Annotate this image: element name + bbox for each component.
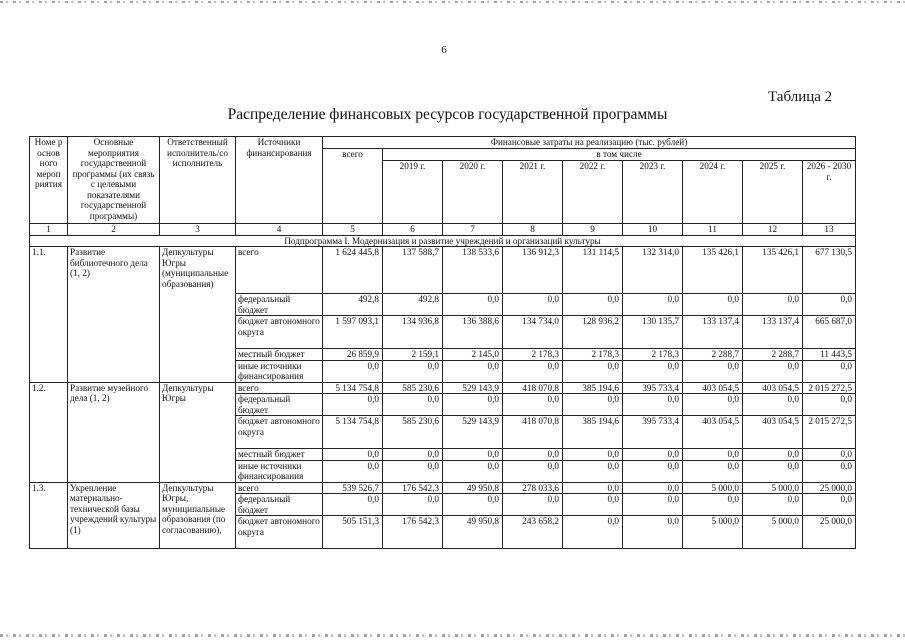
scan-edge-bottom	[0, 634, 905, 637]
amount-cell: 403 054,5	[743, 416, 803, 449]
amount-cell: 0,0	[563, 494, 623, 516]
amount-cell: 385 194,6	[563, 382, 623, 394]
amount-cell: 2 159,1	[383, 349, 443, 361]
amount-cell: 25 000,0	[803, 516, 856, 549]
amount-cell: 5 000,0	[743, 516, 803, 549]
amount-cell: 0,0	[503, 360, 563, 382]
amount-cell: 176 542,3	[383, 482, 443, 494]
column-index: 11	[683, 224, 743, 236]
amount-cell: 1 597 093,1	[323, 316, 383, 349]
measure-name: Развитие библиотечного дела (1, 2)	[68, 247, 160, 383]
funding-source: всего	[236, 382, 323, 394]
header-number: Номе р основ ного мероп риятия	[30, 137, 68, 224]
amount-cell: 0,0	[503, 460, 563, 482]
funding-source: бюджет автономного округа	[236, 416, 323, 449]
header-sources: Источники финансирования	[236, 137, 323, 224]
funding-source: бюджет автономного округа	[236, 516, 323, 549]
amount-cell: 385 194,6	[563, 416, 623, 449]
header-year: 2020 г.	[443, 161, 503, 224]
amount-cell: 492,8	[323, 294, 383, 316]
amount-cell: 0,0	[743, 360, 803, 382]
amount-cell: 5 134 754,8	[323, 382, 383, 394]
amount-cell: 0,0	[323, 394, 383, 416]
amount-cell: 0,0	[683, 460, 743, 482]
amount-cell: 0,0	[443, 494, 503, 516]
measure-executor: Депкультуры Югры	[160, 382, 236, 482]
column-index: 8	[503, 224, 563, 236]
amount-cell: 0,0	[623, 494, 683, 516]
amount-cell: 136 912,3	[503, 247, 563, 294]
document-title	[0, 106, 905, 124]
amount-cell: 585 230,6	[383, 382, 443, 394]
amount-cell: 0,0	[323, 360, 383, 382]
amount-cell: 278 033,6	[503, 482, 563, 494]
funding-source: иные источники финансирования	[236, 360, 323, 382]
page-number: 6	[441, 44, 447, 56]
amount-cell: 403 054,5	[743, 382, 803, 394]
amount-cell: 243 658,2	[503, 516, 563, 549]
amount-cell: 0,0	[623, 360, 683, 382]
measure-number: 1.3.	[30, 482, 68, 549]
amount-cell: 2 015 272,5	[803, 416, 856, 449]
amount-cell: 0,0	[803, 494, 856, 516]
amount-cell: 0,0	[803, 460, 856, 482]
amount-cell: 137 588,7	[383, 247, 443, 294]
amount-cell: 138 533,6	[443, 247, 503, 294]
amount-cell: 131 114,5	[563, 247, 623, 294]
column-index: 7	[443, 224, 503, 236]
amount-cell: 0,0	[743, 494, 803, 516]
amount-cell: 2 288,7	[743, 349, 803, 361]
header-year: 2023 г.	[623, 161, 683, 224]
amount-cell: 0,0	[683, 494, 743, 516]
amount-cell: 135 426,1	[743, 247, 803, 294]
amount-cell: 0,0	[623, 482, 683, 494]
amount-cell: 585 230,6	[383, 416, 443, 449]
amount-cell: 0,0	[383, 360, 443, 382]
amount-cell: 0,0	[563, 482, 623, 494]
funding-source: всего	[236, 482, 323, 494]
amount-cell: 0,0	[623, 460, 683, 482]
amount-cell: 0,0	[383, 494, 443, 516]
amount-cell: 5 000,0	[683, 516, 743, 549]
amount-cell: 403 054,5	[683, 382, 743, 394]
amount-cell: 0,0	[683, 449, 743, 461]
amount-cell: 0,0	[683, 394, 743, 416]
amount-cell: 0,0	[443, 294, 503, 316]
financial-resources-table	[29, 136, 856, 549]
amount-cell: 0,0	[383, 449, 443, 461]
header-year: 2022 г.	[563, 161, 623, 224]
amount-cell: 0,0	[623, 449, 683, 461]
column-index: 4	[236, 224, 323, 236]
table-row	[30, 247, 856, 294]
measure-name: Укрепление материально-технической базы учреждений культуры (1)	[68, 482, 160, 549]
header-year: 2024 г.	[683, 161, 743, 224]
header-year: 2026 - 2030 г.	[803, 161, 856, 224]
amount-cell: 2 178,3	[503, 349, 563, 361]
amount-cell: 0,0	[623, 516, 683, 549]
subprogram-title: Подпрограмма I. Модернизация и развитие учреждений и организаций культуры	[30, 235, 856, 247]
header-total: всего	[323, 148, 383, 224]
amount-cell: 0,0	[743, 460, 803, 482]
amount-cell: 0,0	[443, 360, 503, 382]
amount-cell: 5 000,0	[683, 482, 743, 494]
header-year: 2019 г.	[383, 161, 443, 224]
amount-cell: 0,0	[443, 449, 503, 461]
amount-cell: 5 000,0	[743, 482, 803, 494]
column-index: 12	[743, 224, 803, 236]
funding-source: всего	[236, 247, 323, 294]
measure-name: Развитие музейного дела (1, 2)	[68, 382, 160, 482]
amount-cell: 0,0	[803, 294, 856, 316]
table-header	[30, 137, 856, 236]
amount-cell: 49 950,8	[443, 482, 503, 494]
amount-cell: 0,0	[743, 449, 803, 461]
amount-cell: 0,0	[563, 294, 623, 316]
amount-cell: 11 443,5	[803, 349, 856, 361]
column-index: 3	[160, 224, 236, 236]
amount-cell: 539 526,7	[323, 482, 383, 494]
amount-cell: 0,0	[323, 460, 383, 482]
amount-cell: 0,0	[323, 494, 383, 516]
amount-cell: 2 288,7	[683, 349, 743, 361]
amount-cell: 132 314,0	[623, 247, 683, 294]
column-index: 10	[623, 224, 683, 236]
measure-number: 1.2.	[30, 382, 68, 482]
amount-cell: 0,0	[563, 460, 623, 482]
header-year: 2025 г.	[743, 161, 803, 224]
amount-cell: 0,0	[503, 449, 563, 461]
table-body	[30, 235, 856, 549]
amount-cell: 135 426,1	[683, 247, 743, 294]
measure-executor: Депкультуры Югры (муниципальные образования)	[160, 247, 236, 383]
funding-source: бюджет автономного округа	[236, 316, 323, 349]
amount-cell: 0,0	[623, 394, 683, 416]
table-row	[30, 482, 856, 494]
amount-cell: 0,0	[503, 294, 563, 316]
amount-cell: 529 143,9	[443, 416, 503, 449]
table-label: Таблица 2	[768, 89, 833, 105]
amount-cell: 0,0	[683, 294, 743, 316]
funding-source: местный бюджет	[236, 349, 323, 361]
amount-cell: 0,0	[743, 294, 803, 316]
amount-cell: 1 624 445,8	[323, 247, 383, 294]
column-index: 6	[383, 224, 443, 236]
amount-cell: 0,0	[323, 449, 383, 461]
header-measures: Основные мероприятия государственной программы (их связь с целевыми показателями государственной программы)	[68, 137, 160, 224]
column-index: 5	[323, 224, 383, 236]
amount-cell: 0,0	[383, 460, 443, 482]
amount-cell: 665 687,0	[803, 316, 856, 349]
amount-cell: 0,0	[803, 449, 856, 461]
amount-cell: 0,0	[503, 494, 563, 516]
table-row	[30, 382, 856, 394]
amount-cell: 133 137,4	[743, 316, 803, 349]
amount-cell: 0,0	[743, 394, 803, 416]
column-index-row	[30, 224, 856, 236]
amount-cell: 0,0	[683, 360, 743, 382]
amount-cell: 0,0	[563, 360, 623, 382]
amount-cell: 134 734,0	[503, 316, 563, 349]
scan-edge-top	[0, 1, 905, 3]
amount-cell: 395 733,4	[623, 416, 683, 449]
column-index: 2	[68, 224, 160, 236]
amount-cell: 26 859,9	[323, 349, 383, 361]
header-executor: Ответственный исполнитель/со исполнитель	[160, 137, 236, 224]
funding-source: местный бюджет	[236, 449, 323, 461]
amount-cell: 2 178,3	[623, 349, 683, 361]
header-year: 2021 г.	[503, 161, 563, 224]
funding-source: федеральный бюджет	[236, 494, 323, 516]
amount-cell: 492,8	[383, 294, 443, 316]
amount-cell: 0,0	[803, 394, 856, 416]
amount-cell: 0,0	[803, 360, 856, 382]
amount-cell: 0,0	[443, 394, 503, 416]
amount-cell: 5 134 754,8	[323, 416, 383, 449]
amount-cell: 136 388,6	[443, 316, 503, 349]
amount-cell: 0,0	[563, 394, 623, 416]
amount-cell: 133 137,4	[683, 316, 743, 349]
document-title-text: Распределение финансовых ресурсов государственной программы	[227, 106, 668, 123]
header-costs: Финансовые затраты на реализацию (тыс. рублей)	[323, 137, 856, 149]
measure-number: 1.1.	[30, 247, 68, 383]
amount-cell: 418 070,8	[503, 382, 563, 394]
amount-cell: 0,0	[563, 449, 623, 461]
amount-cell: 505 151,3	[323, 516, 383, 549]
column-index: 9	[563, 224, 623, 236]
amount-cell: 130 135,7	[623, 316, 683, 349]
funding-source: иные источники финансирования	[236, 460, 323, 482]
amount-cell: 529 143,9	[443, 382, 503, 394]
amount-cell: 677 130,5	[803, 247, 856, 294]
amount-cell: 0,0	[563, 516, 623, 549]
amount-cell: 0,0	[443, 460, 503, 482]
amount-cell: 2 178,3	[563, 349, 623, 361]
amount-cell: 2 145,0	[443, 349, 503, 361]
amount-cell: 418 070,8	[503, 416, 563, 449]
amount-cell: 0,0	[383, 394, 443, 416]
amount-cell: 2 015 272,5	[803, 382, 856, 394]
funding-source: федеральный бюджет	[236, 394, 323, 416]
amount-cell: 0,0	[623, 294, 683, 316]
funding-source: федеральный бюджет	[236, 294, 323, 316]
amount-cell: 49 950,8	[443, 516, 503, 549]
amount-cell: 25 000,0	[803, 482, 856, 494]
amount-cell: 395 733,4	[623, 382, 683, 394]
amount-cell: 176 542,3	[383, 516, 443, 549]
column-index: 13	[803, 224, 856, 236]
amount-cell: 128 936,2	[563, 316, 623, 349]
column-index: 1	[30, 224, 68, 236]
amount-cell: 403 054,5	[683, 416, 743, 449]
amount-cell: 134 936,8	[383, 316, 443, 349]
amount-cell: 0,0	[503, 394, 563, 416]
measure-executor: Депкультуры Югры, муниципальные образования (по согласованию),	[160, 482, 236, 549]
header-including: в том числе	[383, 148, 856, 161]
